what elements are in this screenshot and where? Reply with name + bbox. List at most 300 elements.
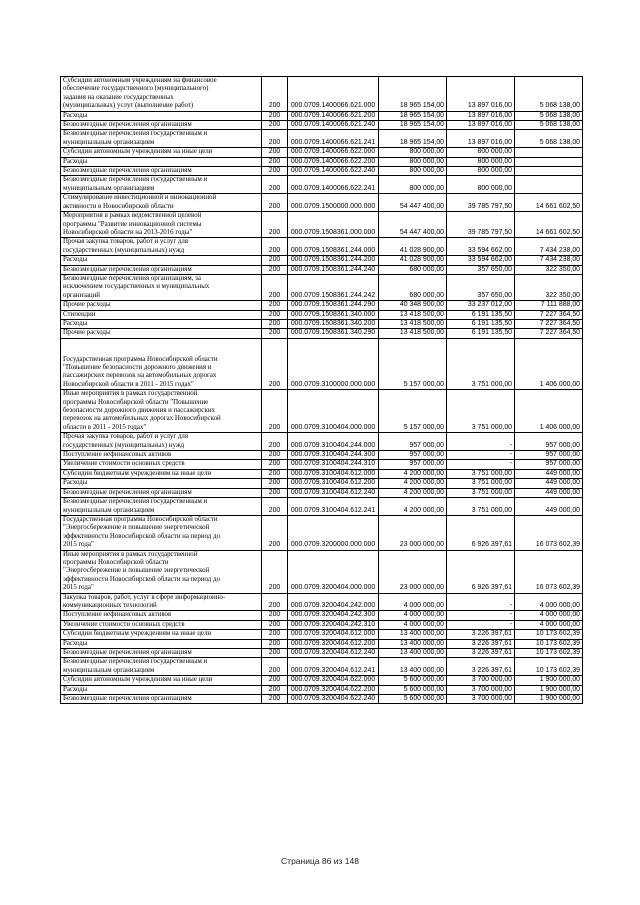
row-name-cell [61,338,262,389]
row-name-line: муниципальным организациям [63,184,155,192]
row-name-line: Расходы [63,111,88,119]
row-code-cell: 200 [262,194,288,212]
row-executed-cell: 3 226 397,61 [447,658,515,676]
row-name-cell [61,329,262,338]
row-unexecuted-cell: 14 661 602,50 [515,212,583,238]
row-executed-cell: 6 191 135,50 [447,310,515,319]
row-kbk-cell: 000.0709.3100404.244.300 [288,451,379,460]
table-row [61,460,583,469]
row-code-cell: 200 [262,460,288,469]
row-approved-cell: 5 600 000,00 [379,695,447,704]
row-name-cell [61,550,262,593]
row-kbk-cell: 000.0709.3200404.612.240 [288,649,379,658]
row-code-cell: 200 [262,639,288,648]
row-unexecuted-cell: 1 900 000,00 [515,685,583,694]
row-unexecuted-cell: 957 000,00 [515,451,583,460]
row-executed-cell: - [447,611,515,620]
page-number: Страница 86 из 148 [281,856,359,866]
row-name-line: задания на оказание государственных [63,93,174,101]
row-name-line: Субсидии бюджетным учреждениям на иные цели [63,469,212,477]
row-code-cell: 200 [262,620,288,629]
table-row [61,451,583,460]
row-code-cell: 200 [262,676,288,685]
row-name-line: Безвозмездные перечисления организациям [63,695,192,703]
row-name-cell [61,176,262,194]
row-kbk-cell: 000.0709.1400066.621.240 [288,121,379,130]
row-name-line: "Энергосбережение и повышение энергетической [63,524,210,532]
row-approved-cell: 680 000,00 [379,274,447,300]
row-executed-cell: 357 650,00 [447,265,515,274]
row-name-line: муниципальным организациям [63,138,155,146]
row-name-cell [61,630,262,639]
table-row [61,498,583,516]
row-code-cell: 200 [262,451,288,460]
row-approved-cell: 4 000 000,00 [379,593,447,611]
row-kbk-cell: 000.0709.1508361.340.290 [288,329,379,338]
row-name-line: "Энергосбережение и повышение энергетической [63,567,210,575]
row-approved-cell: 23 000 000,00 [379,550,447,593]
row-name-cell [61,676,262,685]
row-code-cell: 200 [262,256,288,265]
row-approved-cell: 4 200 000,00 [379,479,447,488]
table-row [61,515,583,550]
row-unexecuted-cell: 449 000,00 [515,469,583,478]
row-name-line: эффективности Новосибирской области на период до [63,532,220,540]
row-executed-cell: 13 897 016,00 [447,121,515,130]
row-unexecuted-cell: 4 000 000,00 [515,593,583,611]
row-kbk-cell: 000.0709.1400066.621.000 [288,77,379,112]
row-name-cell [61,301,262,310]
row-name-cell [61,469,262,478]
row-name-line: программы Новосибирской области "Повышение [63,398,209,406]
row-kbk-cell: 000.0709.1400066.621.241 [288,130,379,148]
row-approved-cell: 800 000,00 [379,176,447,194]
table-row [61,695,583,704]
row-name-cell [61,319,262,328]
row-executed-cell: 3 226 397,61 [447,630,515,639]
row-executed-cell: - [447,620,515,629]
row-name-line: Увеличение стоимости основных средств [63,460,185,468]
row-executed-cell: - [447,593,515,611]
row-name-line: Безвозмездные перечисления организациям [63,167,192,175]
row-code-cell: 200 [262,157,288,166]
row-name-line: Закупка товаров, работ, услуг в сфере информационно- [63,593,226,601]
row-name-cell [61,121,262,130]
row-approved-cell: 5 600 000,00 [379,685,447,694]
row-kbk-cell: 000.0709.3200404.612.241 [288,658,379,676]
row-unexecuted-cell [515,176,583,194]
row-kbk-cell: 000.0709.1508361.340.000 [288,310,379,319]
row-unexecuted-cell: 5 068 138,00 [515,111,583,120]
row-code-cell: 200 [262,176,288,194]
row-name-line: обеспечение государственного (муниципального) [63,85,209,93]
row-unexecuted-cell: 7 227 364,50 [515,319,583,328]
row-name-line: эффективности Новосибирской области на период до [63,575,220,583]
row-name-line: коммуникационных технологий [63,601,157,609]
table-row [61,157,583,166]
table-row [61,310,583,319]
row-approved-cell: 4 000 000,00 [379,611,447,620]
row-name-cell [61,433,262,451]
row-executed-cell: 6 191 135,50 [447,329,515,338]
row-name-line: программы Новосибирской области [63,558,169,566]
row-code-cell: 200 [262,611,288,620]
row-kbk-cell: 000.0709.3100404.244.310 [288,460,379,469]
row-code-cell: 200 [262,630,288,639]
row-name-cell [61,498,262,516]
row-unexecuted-cell: 957 000,00 [515,460,583,469]
table-row [61,274,583,300]
row-code-cell: 200 [262,515,288,550]
table-row [61,593,583,611]
row-code-cell: 200 [262,301,288,310]
row-approved-cell: 5 157 000,00 [379,390,447,433]
row-name-cell [61,212,262,238]
row-name-cell [61,194,262,212]
row-code-cell: 200 [262,390,288,433]
table-row [61,301,583,310]
row-name-line: Субсидии автономным учреждениям на иные цели [63,676,213,684]
row-code-cell: 200 [262,479,288,488]
row-unexecuted-cell [515,148,583,157]
row-approved-cell: 18 965 154,00 [379,111,447,120]
row-name-line: Стимулирование инвестиционной и инновационной [63,194,217,202]
row-kbk-cell: 000.0709.1500000.000.000 [288,194,379,212]
row-executed-cell: 3 751 000,00 [447,469,515,478]
row-executed-cell: 13 897 016,00 [447,111,515,120]
row-name-line: Безвозмездные перечисления организациям [63,649,192,656]
row-kbk-cell: 000.0709.3200404.242.000 [288,593,379,611]
row-name-line: Субсидии бюджетным учреждениям на иные цели [63,630,212,638]
row-executed-cell: 33 594 662,00 [447,256,515,265]
row-name-cell [61,685,262,694]
row-approved-cell: 41 028 900,00 [379,256,447,265]
row-name-cell [61,274,262,300]
row-kbk-cell: 000.0709.1400066.621.200 [288,111,379,120]
row-code-cell: 200 [262,649,288,658]
row-name-line: Безвозмездные перечисления государственным и [63,176,208,184]
row-unexecuted-cell: 449 000,00 [515,498,583,516]
table-row [61,319,583,328]
row-kbk-cell: 000.0709.3100404.000.000 [288,390,379,433]
row-name-line: Субсидии автономным учреждениям на финансовое [63,77,217,84]
row-approved-cell: 5 600 000,00 [379,676,447,685]
row-approved-cell: 13 400 000,00 [379,630,447,639]
row-code-cell: 200 [262,111,288,120]
row-approved-cell: 4 200 000,00 [379,488,447,497]
row-approved-cell: 957 000,00 [379,460,447,469]
row-code-cell: 200 [262,695,288,704]
row-unexecuted-cell: 10 173 602,39 [515,649,583,658]
row-executed-cell: 800 000,00 [447,167,515,176]
row-executed-cell: 3 700 000,00 [447,676,515,685]
budget-execution-table [60,76,583,704]
row-unexecuted-cell: 10 173 602,39 [515,639,583,648]
table-row [61,390,583,433]
row-code-cell: 200 [262,593,288,611]
table-row [61,111,583,120]
row-name-line: государственных (муниципальных) нужд [63,246,185,254]
row-unexecuted-cell: 7 111 888,00 [515,301,583,310]
row-executed-cell: - [447,460,515,469]
row-name-cell [61,310,262,319]
row-code-cell: 200 [262,550,288,593]
row-unexecuted-cell: 322 350,00 [515,274,583,300]
row-kbk-cell: 000.0709.3100000.000.000 [288,338,379,389]
row-unexecuted-cell: 7 227 364,50 [515,310,583,319]
row-approved-cell: 957 000,00 [379,433,447,451]
row-kbk-cell: 000.0709.1508361.244.000 [288,238,379,256]
row-code-cell: 200 [262,433,288,451]
table-row [61,167,583,176]
row-name-line: Безвозмездные перечисления государственным и [63,498,208,506]
row-name-cell [61,167,262,176]
row-kbk-cell: 000.0709.3200404.242.310 [288,620,379,629]
table-row [61,338,583,389]
row-kbk-cell: 000.0709.3100404.612.241 [288,498,379,516]
row-approved-cell: 54 447 400,00 [379,194,447,212]
row-executed-cell: 13 897 016,00 [447,130,515,148]
row-name-line: организаций [63,291,100,299]
row-executed-cell: 3 751 000,00 [447,488,515,497]
table-row [61,130,583,148]
row-approved-cell: 4 000 000,00 [379,620,447,629]
row-name-line: Прочая закупка товаров, работ и услуг для [63,238,189,246]
row-unexecuted-cell: 10 173 602,39 [515,630,583,639]
row-name-line: муниципальным организациям [63,506,155,514]
row-executed-cell: - [447,433,515,451]
row-name-line: Безвозмездные перечисления государственным и [63,130,208,138]
row-name-line: Прочие расходы [63,329,111,337]
row-name-cell [61,649,262,658]
row-name-line: пассажирских перевозок на автомобильных дорогах [63,372,217,380]
row-name-line: Расходы [63,319,88,327]
row-approved-cell: 18 965 154,00 [379,121,447,130]
row-name-line: исключением государственных и муниципальных [63,283,210,291]
row-executed-cell: 33 237 012,00 [447,301,515,310]
table-row [61,433,583,451]
row-kbk-cell: 000.0709.1508361.244.240 [288,265,379,274]
row-name-line: Новосибирской области на 2013-2016 годы" [63,228,193,236]
row-approved-cell: 41 028 900,00 [379,238,447,256]
row-code-cell: 200 [262,310,288,319]
row-name-line: Расходы [63,685,88,693]
row-name-line: программы "Развитие инновационной системы [63,220,202,228]
row-unexecuted-cell: 4 000 000,00 [515,611,583,620]
row-code-cell: 200 [262,77,288,112]
row-approved-cell: 13 418 500,00 [379,310,447,319]
row-unexecuted-cell: 449 000,00 [515,479,583,488]
row-name-cell [61,265,262,274]
row-code-cell: 200 [262,148,288,157]
row-unexecuted-cell: 7 227 364,50 [515,329,583,338]
row-name-line: Государственная программа Новосибирской области [63,515,218,523]
table-row [61,620,583,629]
table-row [61,479,583,488]
row-code-cell: 200 [262,121,288,130]
row-unexecuted-cell [515,157,583,166]
row-name-line: Стипендии [63,310,96,318]
table-row [61,148,583,157]
row-approved-cell: 18 965 154,00 [379,130,447,148]
row-approved-cell: 800 000,00 [379,157,447,166]
row-executed-cell: 357 650,00 [447,274,515,300]
table-row [61,238,583,256]
row-code-cell: 200 [262,338,288,389]
row-approved-cell: 54 447 400,00 [379,212,447,238]
row-code-cell: 200 [262,212,288,238]
row-name-line: Безвозмездные перечисления организациям [63,121,192,129]
row-executed-cell: 800 000,00 [447,148,515,157]
row-name-cell [61,639,262,648]
row-approved-cell: 13 418 500,00 [379,319,447,328]
row-executed-cell: 800 000,00 [447,176,515,194]
row-name-line: активности в Новосибирской области [63,202,174,210]
row-name-cell [61,390,262,433]
row-approved-cell: 957 000,00 [379,451,447,460]
row-unexecuted-cell: 322 350,00 [515,265,583,274]
table-row [61,212,583,238]
row-name-cell [61,593,262,611]
row-unexecuted-cell: 1 900 000,00 [515,695,583,704]
row-name-line: Увеличение стоимости основных средств [63,620,185,628]
row-kbk-cell: 000.0709.3200404.622.000 [288,676,379,685]
row-name-cell [61,148,262,157]
row-approved-cell: 18 965 154,00 [379,77,447,112]
row-approved-cell: 680 000,00 [379,265,447,274]
row-executed-cell: 3 751 000,00 [447,390,515,433]
row-approved-cell: 13 400 000,00 [379,658,447,676]
row-code-cell: 200 [262,469,288,478]
row-kbk-cell: 000.0709.3100404.612.000 [288,469,379,478]
row-name-cell [61,611,262,620]
row-kbk-cell: 000.0709.3200404.000.000 [288,550,379,593]
row-approved-cell: 800 000,00 [379,167,447,176]
row-unexecuted-cell [515,167,583,176]
table-row [61,658,583,676]
table-row [61,639,583,648]
row-approved-cell: 13 400 000,00 [379,639,447,648]
row-name-line: Мероприятия в рамках ведомственной целевой [63,212,202,220]
row-name-line: Государственная программа Новосибирской области [63,355,218,363]
row-name-cell [61,256,262,265]
row-name-line: Субсидии автономным учреждениям на иные цели [63,148,213,156]
row-name-cell [61,77,262,112]
row-name-cell [61,238,262,256]
row-kbk-cell: 000.0709.1508361.340.200 [288,319,379,328]
row-name-line: Иные мероприятия в рамках государственной [63,390,198,398]
table-row [61,121,583,130]
row-kbk-cell: 000.0709.3200404.622.240 [288,695,379,704]
row-approved-cell: 800 000,00 [379,148,447,157]
row-name-line: Расходы [63,479,88,487]
row-name-line: 2015 года" [63,584,94,592]
table-row [61,256,583,265]
row-name-line: Безвозмездные перечисления организациям [63,488,192,496]
row-code-cell: 200 [262,274,288,300]
row-code-cell: 200 [262,265,288,274]
row-approved-cell: 40 348 900,00 [379,301,447,310]
row-kbk-cell: 000.0709.1400066.622.200 [288,157,379,166]
table-row [61,550,583,593]
table-row [61,469,583,478]
row-name-line: Прочие расходы [63,301,111,309]
row-name-cell [61,130,262,148]
row-name-line: Безвозмездные перечисления организациям [63,265,192,273]
table-row [61,685,583,694]
row-name-line: "Повышение безопасности дорожного движения и [63,364,212,371]
row-name-line: перевозок на автомобильных дорогах Новосибирской [63,415,221,423]
row-name-cell [61,479,262,488]
row-approved-cell: 4 200 000,00 [379,469,447,478]
row-executed-cell: 6 926 397,61 [447,550,515,593]
row-kbk-cell: 000.0709.1400066.622.241 [288,176,379,194]
row-name-line: Иные мероприятия в рамках государственной [63,550,198,558]
row-code-cell: 200 [262,319,288,328]
row-unexecuted-cell: 5 068 138,00 [515,121,583,130]
row-approved-cell: 5 157 000,00 [379,338,447,389]
row-name-line: безопасности дорожного движения и пассажирских [63,407,215,415]
row-approved-cell: 13 418 500,00 [379,329,447,338]
row-unexecuted-cell: 1 900 000,00 [515,676,583,685]
row-name-cell [61,695,262,704]
row-kbk-cell: 000.0709.3200404.612.000 [288,630,379,639]
table-row [61,265,583,274]
row-unexecuted-cell: 5 068 138,00 [515,77,583,112]
row-name-cell [61,515,262,550]
row-unexecuted-cell: 10 173 602,39 [515,658,583,676]
row-executed-cell: 13 897 016,00 [447,77,515,112]
row-kbk-cell: 000.0709.1400066.622.000 [288,148,379,157]
row-kbk-cell: 000.0709.3100404.612.240 [288,488,379,497]
row-kbk-cell: 000.0709.3200404.622.200 [288,685,379,694]
table-row [61,676,583,685]
table-row [61,77,583,112]
row-kbk-cell: 000.0709.3100404.244.000 [288,433,379,451]
row-name-line [63,339,259,347]
row-kbk-cell: 000.0709.3200404.242.300 [288,611,379,620]
table-row [61,176,583,194]
row-name-line: Расходы [63,639,88,647]
row-name-cell [61,620,262,629]
row-approved-cell: 13 400 000,00 [379,649,447,658]
row-kbk-cell: 000.0709.1508361.000.000 [288,212,379,238]
row-code-cell: 200 [262,329,288,338]
row-name-line: 2015 года" [63,541,94,549]
row-code-cell: 200 [262,488,288,497]
row-name-cell [61,658,262,676]
row-executed-cell: 39 785 797,50 [447,194,515,212]
row-name-cell [61,157,262,166]
row-name-line: (муниципальных) услуг (выполнение работ) [63,102,194,110]
row-unexecuted-cell: 1 406 000,00 [515,338,583,389]
row-name-line: Поступление нефинансовых активов [63,611,172,619]
table-row [61,611,583,620]
row-code-cell: 200 [262,658,288,676]
row-name-line: государственных (муниципальных) нужд [63,441,185,449]
row-name-line: Расходы [63,157,88,165]
row-name-line: области в 2011 - 2015 годах" [63,423,147,431]
table-body [61,77,583,704]
table-row [61,329,583,338]
row-name-line: Безвозмездные перечисления организациям, за [63,274,201,282]
row-unexecuted-cell: 449 000,00 [515,488,583,497]
table-row [61,630,583,639]
row-name-line: Новосибирской области в 2011 - 2015 годах" [63,380,194,388]
row-code-cell: 200 [262,167,288,176]
row-name-line: Безвозмездные перечисления государственным и [63,658,208,666]
row-unexecuted-cell: 16 073 602,39 [515,515,583,550]
